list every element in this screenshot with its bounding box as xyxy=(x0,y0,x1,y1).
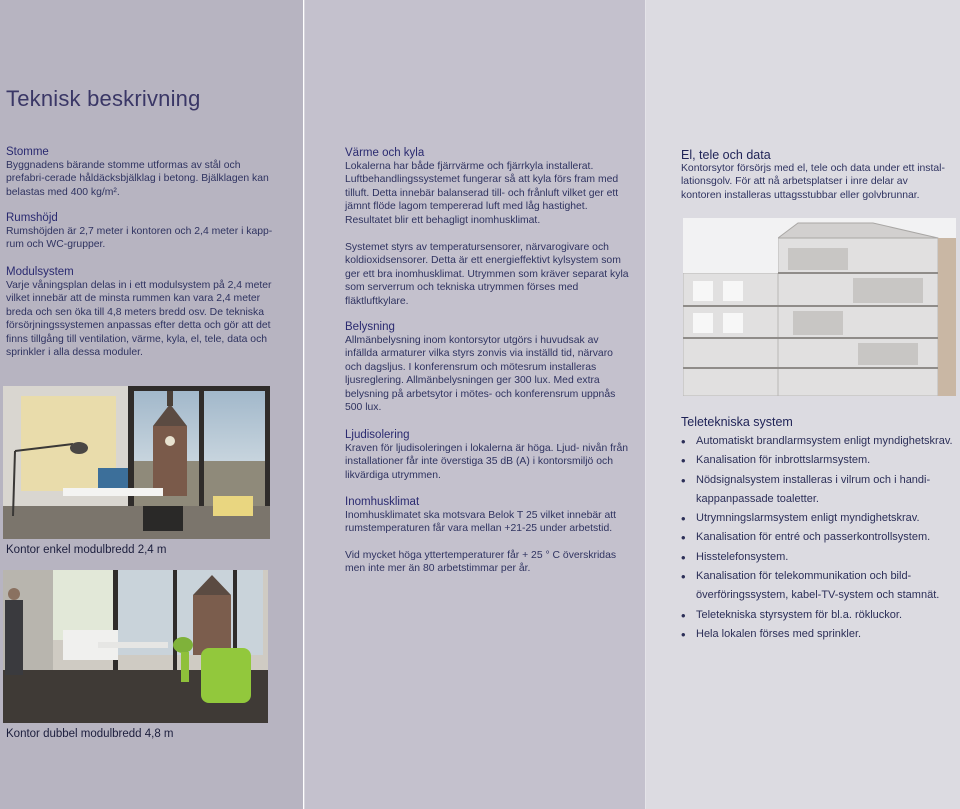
list-item: • Nödsignalsystem installeras i vilrum och i handi- xyxy=(680,471,953,490)
modulsystem-section xyxy=(6,265,278,359)
stomme-section xyxy=(6,145,278,199)
varme-text1: Lokalerna har både fjärrvärme och fjärrkyla installerat. Luftbehandlingssystemet fungerar så att kyla förs fram med tilluft. Detta innebär balanserad till- och frånluft vilket ger ett jämnt flöde lagom tempererad luft med låg hastighet. Resultatet blir ett behagligt inomhusklimat. xyxy=(345,161,619,226)
list-item: • Teletekniska styrsystem för bl.a. rökluckor. xyxy=(680,606,953,625)
varme-heading: Värme och kyla xyxy=(345,147,425,159)
list-item: • Kanalisation för telekommunikation och bild- xyxy=(680,567,953,586)
building-section-illustration xyxy=(683,218,956,396)
list-item: • Utrymningslarmsystem enligt myndighetskrav. xyxy=(680,509,953,528)
right-column xyxy=(645,0,960,809)
belysning-section xyxy=(345,320,630,414)
office-double-illustration xyxy=(3,570,268,723)
list-item: • Hela lokalen förses med sprinkler. xyxy=(680,625,953,644)
belysning-heading: Belysning xyxy=(345,321,395,333)
stomme-text: Byggnadens bärande stomme utformas av stål och prefabri-cerade håldäcksbjälklag i betong. Bjälklagen kan belastas med 400 kg/m². xyxy=(6,160,269,198)
rumshojd-section xyxy=(6,211,278,252)
list-item-continuation: kappanpassade toaletter. xyxy=(696,492,819,505)
photo2-caption: Kontor dubbel modulbredd 4,8 m xyxy=(6,728,174,740)
eltele-section xyxy=(681,148,951,202)
office-photo-single-module xyxy=(3,386,270,539)
photo1-caption: Kontor enkel modulbredd 2,4 m xyxy=(6,544,167,556)
modulsystem-heading: Modulsystem xyxy=(6,266,74,278)
list-item: • Kanalisation för inbrottslarmsystem. xyxy=(680,451,953,470)
inomhusklimat-text1: Inomhusklimatet ska motsvara Belok T 25 vilket innebär att rumstemperaturen får vara mellan +21-25 under arbetstid. xyxy=(345,510,617,535)
inomhusklimat-text2: Vid mycket höga yttertemperaturer får + 25 ° C överskridas men inte mer än 80 arbetstimmar per år. xyxy=(345,549,617,575)
ljudisolering-heading: Ljudisolering xyxy=(345,429,410,441)
ljudisolering-section xyxy=(345,428,630,482)
varme-text2: Systemet styrs av temperatursensorer, närvarogivare och koldioxidsensorer. Detta är ett energieffektivt kylsystem som ger ett bra inomhusklimat. Utrymmen som kräver separat kyla som serverrum och tekniska utrymmen förses med fläktluftkylare. xyxy=(345,242,629,307)
teletekniska-section xyxy=(681,415,951,429)
eltele-heading: El, tele och data xyxy=(681,148,771,162)
rumshojd-heading: Rumshöjd xyxy=(6,212,58,224)
ljudisolering-text: Kraven för ljudisoleringen i lokalerna är höga. Ljud- nivån från installationer får inte överstiga 35 dB (A) i kontorsmiljö och likvärdiga utrymmen. xyxy=(345,443,629,481)
list-item-continuation: överföringssystem, kabel-TV-system och stamnät. xyxy=(696,589,940,602)
stomme-heading: Stomme xyxy=(6,146,49,158)
varme-section xyxy=(345,146,630,308)
inomhusklimat-section xyxy=(345,495,630,576)
inomhusklimat-heading: Inomhusklimat xyxy=(345,496,420,508)
building-section-drawing xyxy=(683,218,956,396)
teletekniska-heading: Teletekniska system xyxy=(681,415,793,429)
teletekniska-list xyxy=(680,432,953,644)
office-single-illustration xyxy=(3,386,270,539)
rumshojd-text: Rumshöjden är 2,7 meter i kontoren och 2,4 meter i kapp-rum och WC-grupper. xyxy=(6,226,273,251)
page-title: Teknisk beskrivning xyxy=(6,86,201,111)
list-item: • Kanalisation för entré och passerkontrollsystem. xyxy=(680,528,953,547)
belysning-text: Allmänbelysning inom kontorsytor utgörs i huvudsak av infällda armaturer vilka styrs zonvis via inställd tid, närvaro och dagsljus. I konferensrum och mötesrum installeras ljusreglering. Allmänbelysningen ger 300 lux. Med extra belysning på arbetsytor i mötes- och konferensrum uppnås 500 lux. xyxy=(345,335,616,414)
office-photo-double-module xyxy=(3,570,268,723)
modulsystem-text: Varje våningsplan delas in i ett modulsystem på 2,4 meter vilket innebär att de minsta rummen kan vara 2,4 meter breda och sen öka till 4,8 meters bredd osv. De tekniska försörjningssystemen anpassas efter detta och gör att det finns tillgång till ventilation, värme, kyla, el, tele, data och sprinkler i alla dessa moduler. xyxy=(6,280,272,359)
eltele-text: Kontorsytor försörjs med el, tele och data under ett instal-lationsgolv. För att nå arbetsplatser i inre delar av kontoren installeras uttagsstubbar eller golvbrunnar. xyxy=(681,163,945,201)
list-item: • Hisstelefonsystem. xyxy=(680,548,953,567)
list-item: • Automatiskt brandlarmsystem enligt myndighetskrav. xyxy=(680,432,953,451)
